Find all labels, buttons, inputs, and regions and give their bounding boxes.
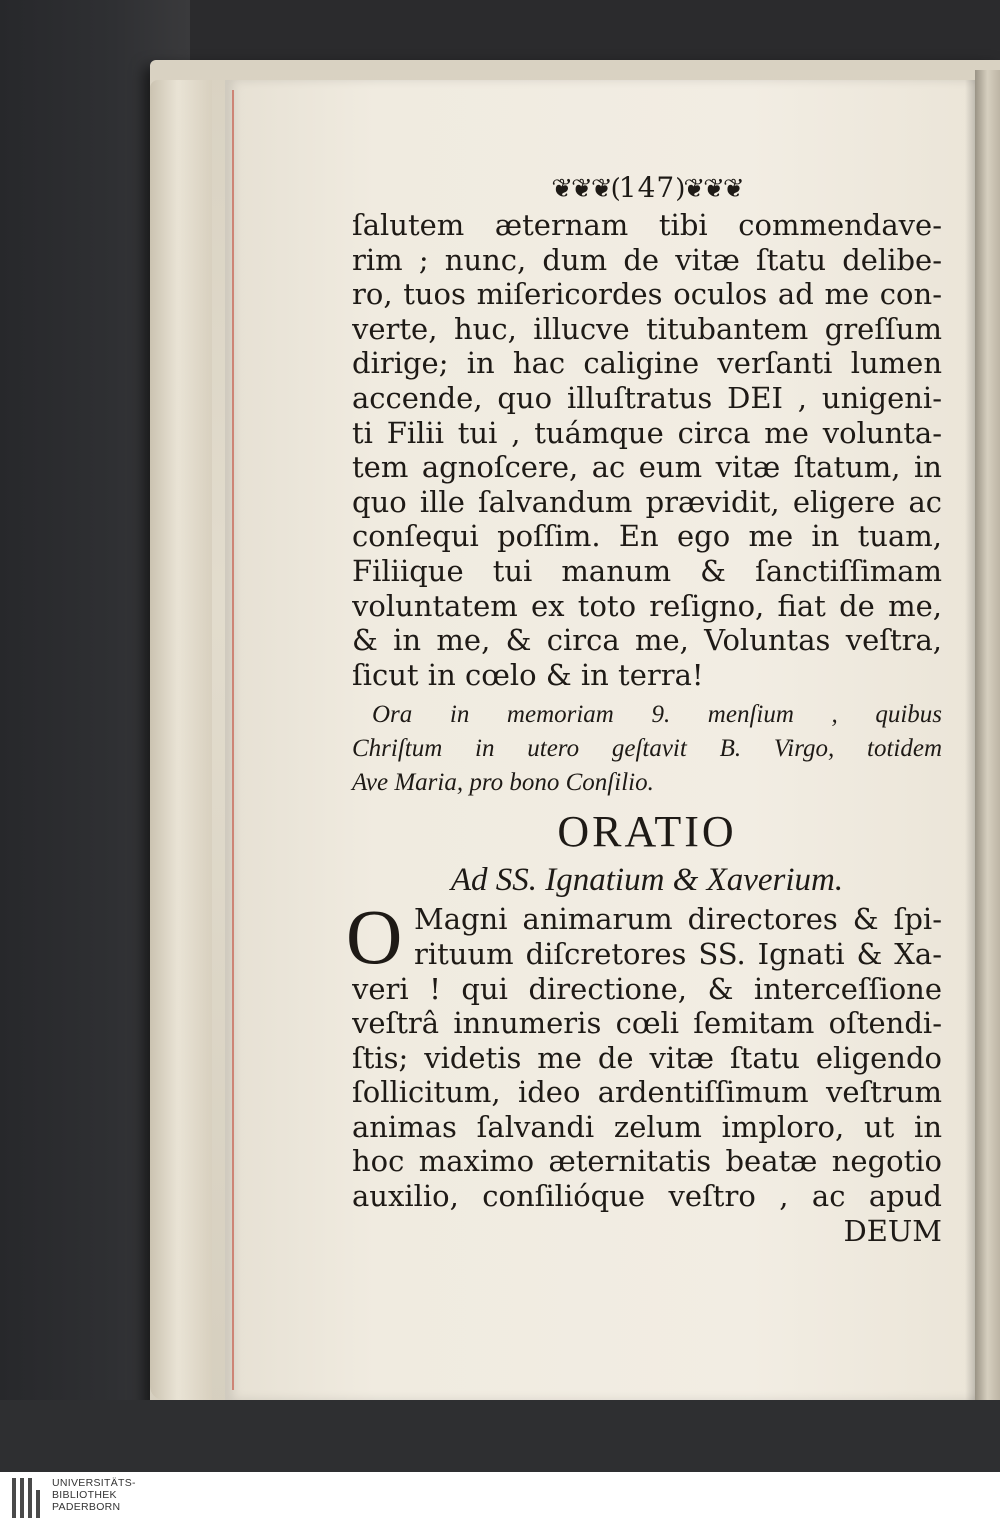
page-number: 147: [618, 171, 676, 204]
text-line: & in me, & circa me, Voluntas veſtra,: [352, 623, 942, 658]
background-bottom: [0, 1400, 1000, 1472]
text-line: auxilio, conſilióque veſtro , ac apud: [352, 1179, 942, 1214]
oratio-title: ORATIO: [557, 807, 737, 857]
rubric-line: Ora in memoriam 9. menſium , quibus: [372, 701, 942, 729]
cover-edge: [150, 80, 212, 1400]
text-line: animas ſalvandi zelum imploro, ut in: [352, 1109, 942, 1144]
text-line: rituum diſcretores SS. Ignati & Xa-: [414, 936, 942, 971]
text-line: tem agnoſcere, ac eum vitæ ſtatum, in: [352, 450, 942, 485]
text-line: ſalutem æternam tibi commendave-: [352, 208, 942, 242]
text-line: veſtrâ innumeris cœli ſemitam oſtendi-: [352, 1006, 942, 1041]
text-line: ti Filii tui , tuámque circa me volunta-: [352, 415, 942, 450]
rubric-line: Chriſtum in utero geſtavit B. Virgo, totidem: [352, 735, 942, 763]
rubric-line: Ave Maria, pro bono Conſilio.: [352, 769, 654, 797]
library-logo-icon: [12, 1478, 42, 1518]
page-text-block: [346, 168, 942, 1248]
logo-line: UNIVERSITÄTS-: [52, 1477, 136, 1489]
rubric: [352, 698, 942, 800]
prayer-paragraph-1: [352, 208, 942, 692]
drop-capital: O: [346, 893, 403, 981]
oratio-subtitle: Ad SS. Ignatium & Xaverium.: [450, 862, 844, 899]
ornament-left: ❦❦❦(: [551, 174, 619, 204]
text-line: verte, huc, illucve titubantem greſſum: [352, 311, 942, 346]
logo-line: BIBLIOTHEK: [52, 1489, 117, 1501]
text-line: veri ! qui directione, & interceſſione: [352, 971, 942, 1006]
catchword: DEUM: [843, 1213, 942, 1248]
logo-line: PADERBORN: [52, 1501, 121, 1513]
page-gutter-shadow: [965, 80, 975, 1400]
text-line: hoc maximo æternitatis beatæ negotio: [352, 1144, 942, 1179]
text-line: dirige; in hac caligine verſanti lumen: [352, 346, 942, 381]
text-line: quo ille ſalvandum prævidit, eligere ac: [352, 484, 942, 519]
library-logo-text: [52, 1477, 136, 1513]
ornament-right: )❦❦❦: [675, 174, 743, 204]
text-line: ro, tuos miſericordes oculos ad me con-: [352, 277, 942, 312]
library-footer: [0, 1472, 1000, 1523]
text-line: ſollicitum, ideo ardentiſſimum veſtrum: [352, 1075, 942, 1110]
red-margin-rule: [232, 90, 234, 1390]
text-line: conſequi poſſim. En ego me in tuam,: [352, 519, 942, 554]
adjacent-page-edge: [975, 70, 1000, 1400]
text-line: Filiique tui manum & ſanctiſſimam: [352, 553, 942, 588]
text-line: Magni animarum directores & ſpi-: [414, 902, 942, 937]
text-line: rim ; nunc, dum de vitæ ſtatu delibe-: [352, 242, 942, 277]
prayer-paragraph-2: [346, 893, 942, 1248]
text-line: ſtis; videtis me de vitæ ſtatu eligendo: [352, 1040, 942, 1075]
page-header: [352, 168, 942, 208]
text-line: voluntatem ex toto reſigno, fiat de me,: [352, 588, 942, 623]
text-line: accende, quo illuſtratus DEI , unigeni-: [352, 380, 942, 415]
text-line: ſicut in cœlo & in terra!: [352, 657, 704, 692]
